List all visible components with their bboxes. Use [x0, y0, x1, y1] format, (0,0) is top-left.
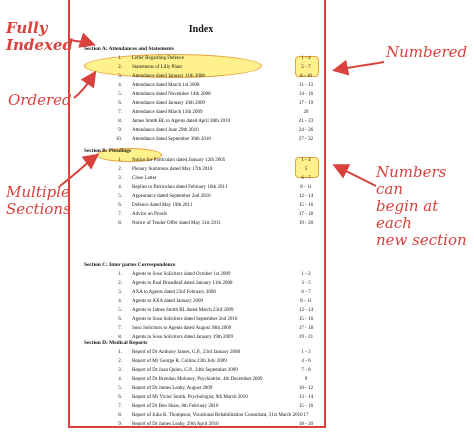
arrow-numbered: [336, 62, 384, 70]
row-description: Report of Mr Victor Smith, Psychologist, 9th March 2010: [132, 395, 248, 400]
row-description: Agents to Soso Solicitors dated October 1st 2009: [132, 272, 231, 277]
row-description: Agents to Paul Broadleaf dated January 11th 2008: [132, 281, 233, 286]
row-pages: 1 - 4: [301, 56, 311, 61]
row-description: Report of Dr James Leahy, 29th April 2010: [132, 422, 219, 427]
row-number: 2.: [118, 65, 122, 70]
row-number: 1.: [118, 272, 122, 277]
section-heading: Section A: Attendances and Statements: [84, 46, 174, 52]
row-pages: 1 - 2: [301, 272, 311, 277]
row-description: Report of Dr James Leahy, August 2009: [132, 386, 213, 391]
row-description: Attendance dated November 14th 2008: [132, 92, 211, 97]
annotation-fully-indexed: Fully Indexed: [6, 19, 73, 54]
row-number: 1.: [118, 158, 122, 163]
row-number: 3.: [118, 368, 122, 373]
row-description: Report of Dr Joan Quinn, G.P., 24th September 2009: [132, 368, 238, 373]
row-pages: 17 - 18: [298, 326, 314, 331]
row-pages: 14 - 16: [298, 92, 314, 97]
row-number: 1.: [118, 56, 122, 61]
row-description: Report of Julia R. Thompson, Vocational Rehabilitation Consultant, 31st March 2010: [132, 413, 303, 418]
row-number: 6.: [118, 101, 122, 106]
row-number: 10.: [115, 137, 122, 142]
row-pages: 12 - 14: [298, 308, 314, 313]
row-number: 7.: [118, 110, 122, 115]
row-pages: 6 - 7: [301, 290, 311, 295]
row-description: Report of Mr George R. Collins 23th July 2009: [132, 359, 227, 364]
row-pages: 24 - 26: [298, 128, 314, 133]
row-description: Advice on Proofs: [132, 212, 167, 217]
row-number: 4.: [118, 299, 122, 304]
arrow-ordered: [74, 74, 94, 98]
row-description: Plenary Summons dated May 17th 2010: [132, 167, 213, 172]
row-pages: 15 - 16: [298, 317, 314, 322]
row-number: 7.: [118, 212, 122, 217]
page-title: Index: [188, 24, 214, 35]
row-pages: 13 - 14: [298, 395, 314, 400]
row-number: 2.: [118, 359, 122, 364]
row-pages: 27 - 32: [298, 137, 314, 142]
row-number: 2.: [118, 167, 122, 172]
row-description: Statements of Lilly Plant: [132, 65, 182, 70]
annotation-ordered: Ordered: [8, 91, 72, 109]
row-description: Report of Dr Anthony James, G.P., 23rd January 2008: [132, 350, 241, 355]
row-number: 5.: [118, 386, 122, 391]
row-pages: 5: [304, 167, 308, 172]
row-number: 4.: [118, 83, 122, 88]
row-number: 6.: [118, 317, 122, 322]
row-pages: 3 - 5: [301, 281, 311, 286]
row-number: 4.: [118, 185, 122, 190]
row-number: 2.: [118, 281, 122, 286]
row-number: 8.: [118, 413, 122, 418]
row-description: James Smith BL to Agents dated April 28th 2010: [132, 119, 231, 124]
annotation-numbers-begin: Numbers can begin at each new section: [376, 163, 467, 249]
row-pages: 15 - 16: [298, 203, 314, 208]
row-number: 5.: [118, 92, 122, 97]
row-pages: 8 - 10: [300, 74, 312, 79]
row-pages: 9: [304, 377, 308, 382]
row-pages: 19 - 20: [298, 221, 314, 226]
row-pages: 4 - 6: [301, 359, 311, 364]
row-description: Attendance dated January 10th 2009: [132, 101, 206, 106]
row-number: 9.: [118, 128, 122, 133]
row-pages: 6 - 7: [301, 176, 311, 181]
row-number: 3.: [118, 176, 122, 181]
row-number: 4.: [118, 377, 122, 382]
row-description: Attendance dated March 13th 2009: [132, 110, 203, 115]
row-description: Close Letter: [132, 176, 157, 181]
row-number: 9.: [118, 422, 122, 427]
row-description: Report of Dr Ben Shaw, 8th February 2010: [132, 404, 219, 409]
row-number: 3.: [118, 74, 122, 79]
row-pages: 5 - 7: [301, 65, 311, 70]
row-pages: 17: [303, 413, 309, 418]
row-number: 5.: [118, 308, 122, 313]
annotation-multiple-sections: Multiple Sections: [6, 183, 71, 218]
row-pages: 8 - 11: [300, 185, 312, 190]
row-number: 6.: [118, 203, 122, 208]
row-description: Agents to James Smith BL dated March 23rd 2009: [132, 308, 234, 313]
row-description: Notice of Tender Offer dated May 31st 2011: [132, 221, 221, 226]
row-description: Attendance dated March 1st 2008: [132, 83, 200, 88]
row-pages: 15 - 16: [298, 404, 314, 409]
row-description: AXA to Agents dated 23rd February 2008: [132, 290, 216, 295]
row-description: Soso Solicitors to Agents dated August 30th 2009: [132, 326, 232, 331]
row-pages: 19 - 21: [298, 335, 314, 340]
row-pages: 12 - 14: [298, 194, 314, 199]
arrow-fully-indexed: [70, 40, 92, 44]
row-number: 7.: [118, 326, 122, 331]
row-pages: 21 - 23: [298, 119, 314, 124]
row-pages: 8 - 11: [300, 299, 312, 304]
row-description: Replies to Particulars dated February 16th 2011: [132, 185, 228, 190]
section-heading: Section D: Medical Reports: [84, 340, 148, 346]
row-pages: 10 - 12: [298, 386, 314, 391]
row-pages: 18 - 20: [298, 422, 314, 427]
arrow-multiple-sections: [60, 156, 96, 186]
row-pages: 17 - 18: [298, 212, 314, 217]
row-number: 8.: [118, 119, 122, 124]
row-description: Notice for Particulars dated January 12th 2005: [132, 158, 226, 163]
row-pages: 11 - 13: [299, 83, 313, 88]
section-heading: Section B: Pleadings: [84, 148, 132, 154]
row-description: Defence dated May 19th 2011: [132, 203, 193, 208]
row-number: 5.: [118, 194, 122, 199]
row-description: Appearance dated September 2nd 2010: [132, 194, 211, 199]
annotation-numbered: Numbered: [386, 43, 468, 61]
section-heading: Section C: Inter partes Correspondence: [84, 262, 176, 268]
row-number: 1.: [118, 350, 122, 355]
row-description: Agents to Soso Solicitors dated September 2nd 2010: [132, 317, 238, 322]
row-number: 6.: [118, 395, 122, 400]
row-number: 8.: [118, 221, 122, 226]
row-number: 8.: [118, 335, 122, 340]
row-pages: 20: [303, 110, 309, 115]
row-description: Attendance dated June 29th 2010: [132, 128, 199, 133]
row-description: Agents to Soso Solicitors dated January 19th 2009: [132, 335, 233, 340]
row-pages: 17 - 19: [298, 101, 314, 106]
row-description: Attendance dated September 30th 2010: [132, 137, 211, 142]
row-description: Agents to AXA dated January 2009: [132, 299, 203, 304]
row-pages: 1 - 3: [301, 350, 311, 355]
arrow-numbers-begin: [336, 166, 376, 186]
row-description: Attendance dated January 11th 2008: [132, 74, 205, 79]
row-description: Letter Regarding Defence: [132, 56, 184, 61]
row-pages: 1 - 4: [301, 158, 311, 163]
row-number: 3.: [118, 290, 122, 295]
row-number: 7.: [118, 404, 122, 409]
row-pages: 7 - 8: [301, 368, 311, 373]
row-description: Report of Dr Brendan Moloney, Psychiatrist, 4th December 2009: [132, 377, 263, 382]
